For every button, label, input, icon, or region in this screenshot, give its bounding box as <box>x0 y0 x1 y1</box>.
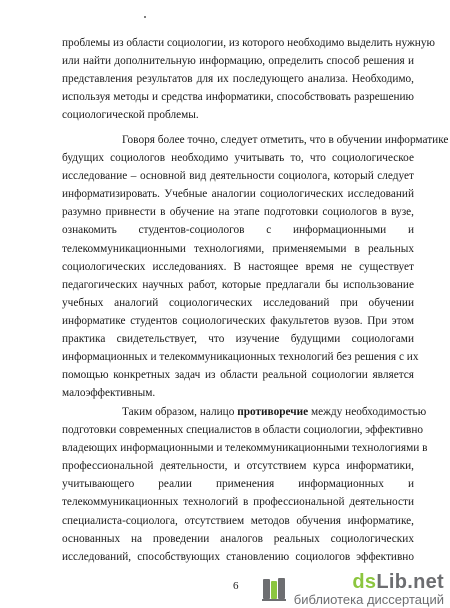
text-line: представления результатов для их последующего анализа. Необходимо, <box>62 73 414 86</box>
text-fragment: Таким образом, налицо <box>122 406 235 418</box>
scan-dot-mark <box>144 16 146 18</box>
text-line: исследование – основной вид деятельности социолога, который следует <box>62 170 414 183</box>
text-line: основанных на проведении аналогов реальных социологических <box>62 532 414 545</box>
logo-lib: Lib <box>376 571 408 593</box>
text-line: Говоря более точно, следует отметить, что в обучении информатике <box>122 134 449 146</box>
text-line: социологической проблемы. <box>62 109 199 122</box>
book-stack-icon <box>260 575 288 603</box>
paragraph-1 <box>62 34 435 124</box>
text-line: профессиональной деятельности, и отсутствием курса информатики, <box>62 460 414 473</box>
text-line: телекоммуникационными технологиями, применяемыми в реальных <box>62 242 414 255</box>
watermark-logo <box>294 572 444 606</box>
text-line: проблемы из области социологии, из которого необходимо выделить нужную <box>62 37 435 49</box>
text-line: социологических исследованиях. В настоящее время не существует <box>62 260 414 273</box>
page-number: 6 <box>233 580 239 592</box>
text-line: разумно привнести в обучение на этапе подготовки социологов в вузе, <box>62 206 414 219</box>
text-line: владеющих информационными и телекоммуникационными технологиями в <box>62 442 428 455</box>
text-line: телекоммуникационных технологий в профессиональной деятельности <box>62 496 414 509</box>
text-line: ознакомить студентов-социологов с информационными и <box>62 224 414 237</box>
text-line: учитывающего реалии применения информационных и <box>62 478 414 491</box>
paragraph-2 <box>62 131 449 402</box>
text-line: малоэффективным. <box>62 387 156 400</box>
text-line: практика свидетельствует, что изучение будущими социологами <box>62 333 414 346</box>
watermark-subtitle: библиотека диссертаций <box>293 592 444 607</box>
text-line-with-emphasis <box>62 403 427 421</box>
logo-dot: . <box>407 571 414 593</box>
text-line: будущих социологов необходимо учитывать то, что социологическое <box>62 152 414 165</box>
text-line: исследований, способствующих становлению социологов эффективно <box>62 550 414 563</box>
text-fragment: между необходимостью <box>310 406 427 418</box>
text-line: помощью конкретных задач из области реальной социологии является <box>62 369 414 382</box>
text-line: используя методы и средства информатики, способствовать разрешению <box>62 91 414 104</box>
paragraph-3 <box>62 403 428 566</box>
text-line: или найти дополнительную информацию, определить способ решения и <box>62 55 414 68</box>
watermark-logo-text <box>352 572 444 592</box>
text-line: подготовки современных специалистов в области социологии, эффективно <box>62 424 424 437</box>
text-line: информатике студентов социологических факультетов вузов. При этом <box>62 314 414 327</box>
logo-ds: ds <box>352 571 377 593</box>
emphasis-term: противоречие <box>237 406 309 418</box>
text-line: информационных и телекоммуникационных технологий без решения с их <box>62 351 419 364</box>
logo-net: net <box>413 571 444 593</box>
text-line: учебных аналогий социологических исследований при обучении <box>62 296 414 309</box>
text-line: специалиста-социолога, отсутствием методов обучения информатике, <box>62 514 414 527</box>
text-line: информатизировать. Учебные аналогии социологических исследований <box>62 188 414 201</box>
text-line: педагогических научных работ, которые предлагали бы использование <box>62 278 414 291</box>
dslib-watermark <box>260 572 444 606</box>
